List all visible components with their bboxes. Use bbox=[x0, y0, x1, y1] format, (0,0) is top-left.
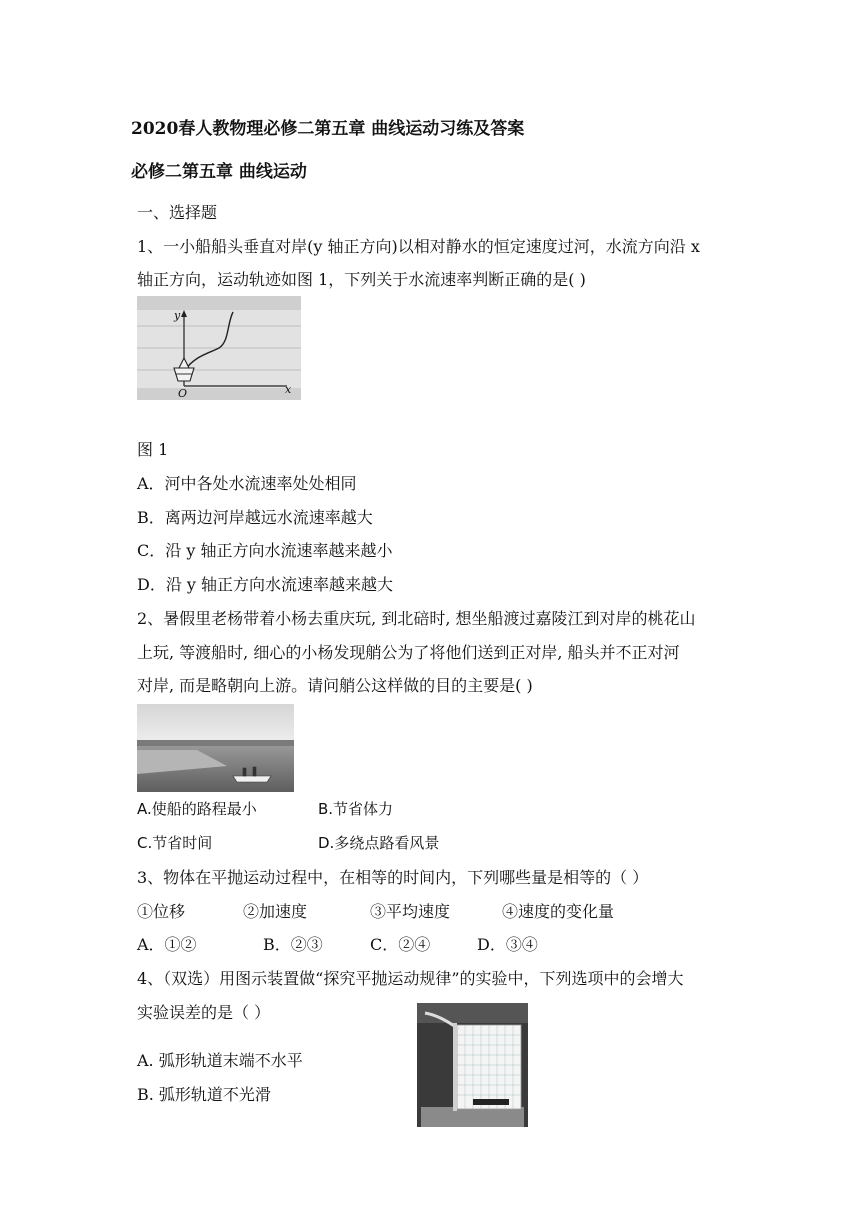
q3-option-d: D．③④ bbox=[477, 935, 538, 954]
q2-option-b: B.节省体力 bbox=[318, 800, 394, 818]
q3-item-1: ①位移 bbox=[137, 902, 186, 921]
q2-option-a: A.使船的路程最小 bbox=[137, 800, 257, 818]
q3-option-b: B．②③ bbox=[263, 935, 323, 954]
chapter-title: 必修二第五章 曲线运动 bbox=[131, 162, 307, 182]
q3-item-4: ④速度的变化量 bbox=[502, 902, 615, 921]
q4-line-2: 实验误差的是（ ） bbox=[137, 1003, 271, 1022]
q2-figure-river-photo bbox=[137, 704, 294, 792]
apparatus-photo bbox=[417, 1003, 528, 1127]
q3-item-2: ②加速度 bbox=[243, 902, 308, 921]
q1-figure-river-trajectory bbox=[137, 296, 301, 400]
q1-option-c: C．沿 y 轴正方向水流速率越来越小 bbox=[137, 541, 393, 560]
q1-option-b: B．离两边河岸越远水流速率越大 bbox=[137, 508, 373, 527]
q4-option-a: A. 弧形轨道末端不水平 bbox=[137, 1051, 303, 1070]
fig-label-x: x bbox=[285, 383, 292, 396]
q1-line-2: 轴正方向，运动轨迹如图 1，下列关于水流速率判断正确的是( ) bbox=[137, 270, 586, 289]
q1-option-a: A．河中各处水流速率处处相同 bbox=[137, 474, 357, 493]
q2-option-c: C.节省时间 bbox=[137, 834, 213, 852]
q3-item-3: ③平均速度 bbox=[370, 902, 451, 921]
fig-label-y: y bbox=[174, 309, 181, 322]
document-title: 2020春人教物理必修二第五章 曲线运动习练及答案 bbox=[131, 119, 525, 139]
section-heading: 一、选择题 bbox=[137, 203, 218, 222]
q3-option-a: A．①② bbox=[137, 935, 197, 954]
q2-line-2: 上玩, 等渡船时, 细心的小杨发现艄公为了将他们送到正对岸, 船头并不正对河 bbox=[137, 643, 680, 662]
q4-line-1: 4、（双选）用图示装置做“探究平抛运动规律”的实验中，下列选项中的会增大 bbox=[137, 969, 684, 988]
q4-figure-apparatus-photo bbox=[417, 1003, 528, 1127]
q1-figure-caption: 图 1 bbox=[137, 440, 169, 459]
q4-option-b: B. 弧形轨道不光滑 bbox=[137, 1085, 271, 1104]
q1-line-1: 1、一小船船头垂直对岸(y 轴正方向)以相对静水的恒定速度过河，水流方向沿 x bbox=[137, 237, 700, 256]
q3-option-c: C．②④ bbox=[370, 935, 431, 954]
q2-line-1: 2、暑假里老杨带着小杨去重庆玩, 到北碚时, 想坐船渡过嘉陵江到对岸的桃花山 bbox=[137, 609, 696, 628]
fig-label-o: O bbox=[178, 387, 188, 400]
river-diagram bbox=[137, 296, 301, 400]
q2-line-3: 对岸, 而是略朝向上游。请问艄公这样做的目的主要是( ) bbox=[137, 676, 533, 695]
q2-option-d: D.多绕点路看风景 bbox=[318, 834, 440, 852]
q3-line-1: 3、物体在平抛运动过程中，在相等的时间内，下列哪些量是相等的（ ） bbox=[137, 868, 649, 887]
river-photo bbox=[137, 704, 294, 792]
q1-option-d: D．沿 y 轴正方向水流速率越来越大 bbox=[137, 575, 394, 594]
